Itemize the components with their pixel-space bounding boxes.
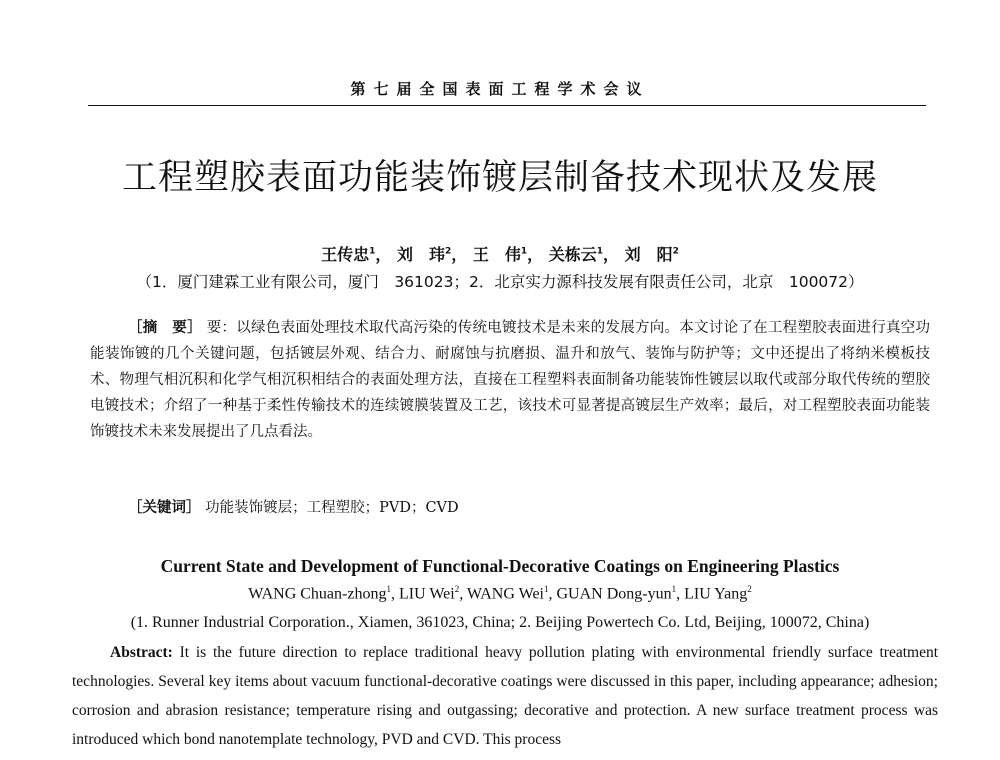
title-chinese: 工程塑胶表面功能装饰镀层制备技术现状及发展 — [121, 158, 878, 198]
author-affil-mark: 1 — [369, 246, 376, 257]
author-affil-mark: 2 — [672, 246, 679, 257]
author-affil-mark: 2 — [747, 584, 752, 594]
affiliation-english: (1. Runner Industrial Corporation., Xiamen, 361023, China; 2. Beijing Powertech Co. Ltd, Beijing, 100072, China) — [130, 614, 870, 631]
author-zh: 王传忠 — [321, 245, 370, 264]
authors-english: WANG Chuan-zhong$^1$, LIU Wei$^2$, WANG Wei$^1$, GUAN Dong-yun$^1$, LIU Yang$^2$ — [248, 584, 752, 603]
keywords-label-zh: ［关键词］ — [128, 500, 201, 516]
author-affil-mark: 2 — [445, 246, 452, 257]
abstract-text-en: It is the future direction to replace traditional heavy pollution plating with environmental friendly surface treatment technologies. Several key items about vacuum functional-decorative coatings were discussed in this paper, including appearance; adhesion; corrosion and abrasion resistance; temperature rising and outgassing; decorative and protection. A new surface treatment process was introduced which bond nanotemplate technology, PVD and CVD. This process — [72, 644, 938, 748]
abstract-label-zh: ［摘 要］ — [128, 320, 202, 336]
abstract-label-en: Abstract: — [110, 644, 173, 661]
abstract-text-zh: 要：以绿色表面处理技术取代高污染的传统电镀技术是未来的发展方向。本文讨论了在工程塑胶表面进行真空功能装饰镀的几个关键问题，包括镀层外观、结合力、耐腐蚀与抗磨损、温升和放气、装饰与防护等；文中还提出了将纳米模板技术、物理气相沉积和化学气相沉积相结合的表面处理方法，直接在工程塑料表面制备功能装饰性镀层以取代或部分取代传统的塑胶电镀技术；介绍了一种基于柔性传输技术的连续镀膜装置及工艺，该技术可显著提高镀层生产效率；最后，对工程塑胶表面功能装饰镀技术未来发展提出了几点看法。 — [90, 320, 931, 440]
author-affil-mark: 1 — [520, 246, 528, 257]
author-affil-mark: 1 — [544, 584, 549, 594]
author-en: LIU Yang — [684, 585, 748, 603]
abstract-english — [72, 638, 938, 754]
running-header: 第七届全国表面工程学术会议 — [350, 80, 650, 98]
author-en: WANG Chuan-zhong — [248, 585, 387, 603]
author-affil-mark: 1 — [671, 584, 677, 594]
authors-chinese: 王传忠$^1$， 刘 玮$^2$， 王 伟$^1$， 关栋云$^1$， 刘 阳$^2$ — [321, 245, 679, 264]
author-zh: 王 伟 — [472, 245, 521, 264]
header-rule — [88, 105, 926, 106]
title-english: Current State and Development of Functional-Decorative Coatings on Engineering Plastics — [160, 556, 840, 576]
author-zh: 刘 阳 — [624, 245, 673, 264]
abstract-chinese — [90, 315, 930, 445]
author-affil-mark: 1 — [596, 246, 603, 257]
author-affil-mark: 1 — [386, 584, 391, 594]
keywords-chinese — [128, 496, 928, 520]
author-en: GUAN Dong-yun — [556, 585, 672, 603]
author-affil-mark: 2 — [454, 584, 460, 594]
author-zh: 关栋云 — [548, 245, 597, 264]
affiliation-chinese: （1．厦门建霖工业有限公司，厦门 361023；2．北京实力源科技发展有限责任公司，北京 100072） — [136, 273, 864, 291]
author-en: WANG Wei — [466, 585, 544, 603]
keywords-text-zh: 功能装饰镀层；工程塑胶；PVD；CVD — [205, 500, 459, 516]
author-zh: 刘 玮 — [397, 245, 446, 264]
author-en: LIU Wei — [398, 585, 455, 603]
